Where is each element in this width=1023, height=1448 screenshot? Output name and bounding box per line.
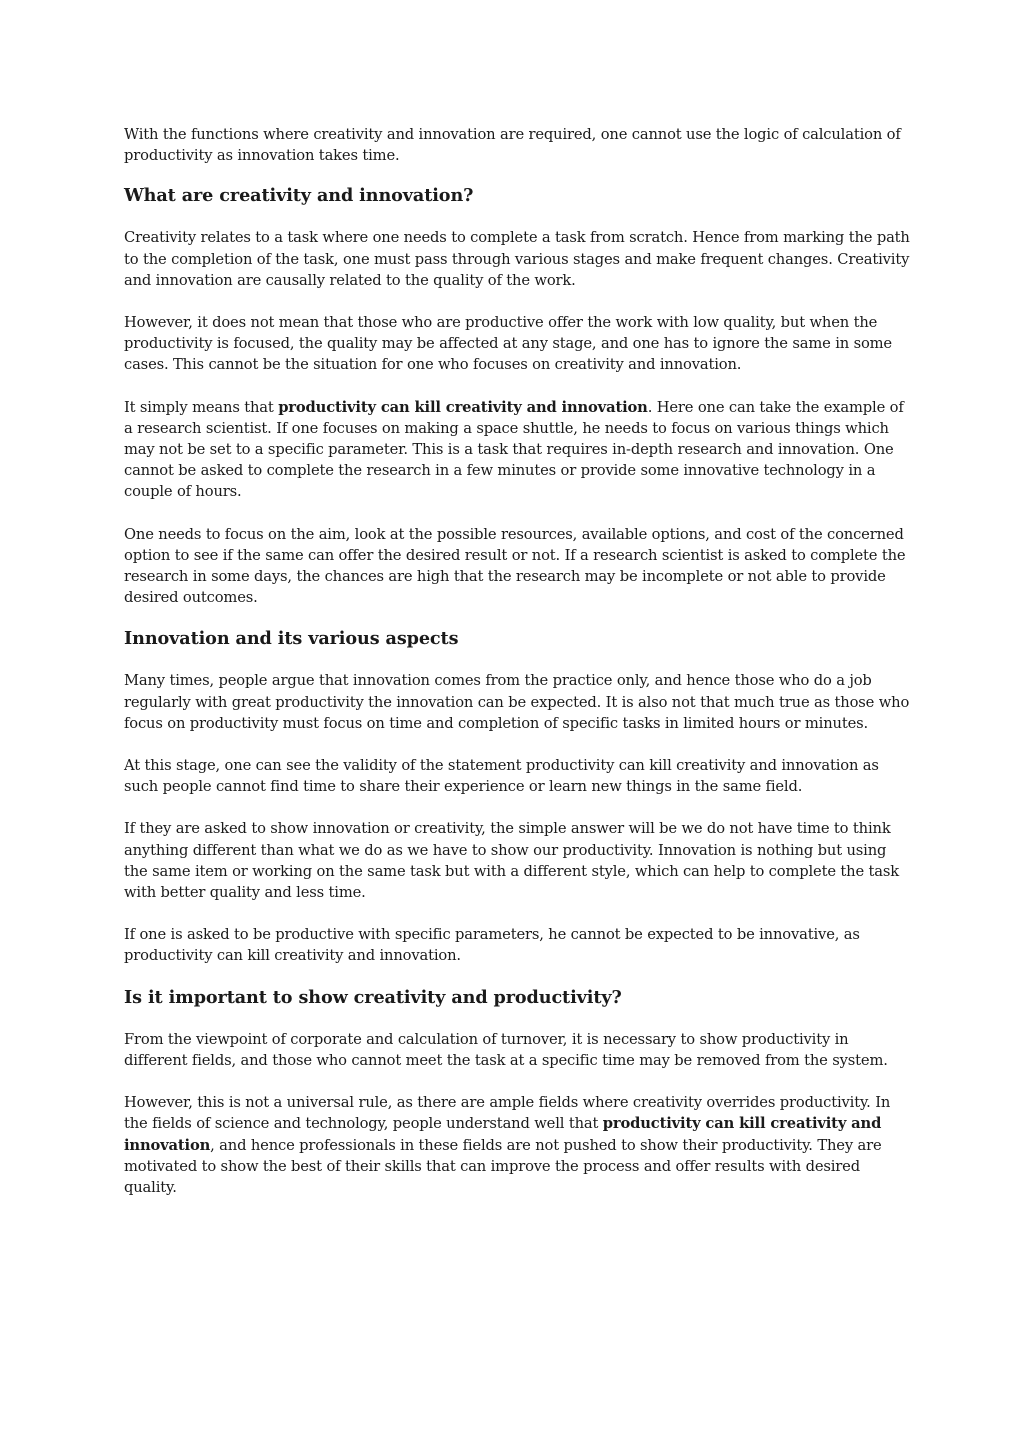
paragraph-focus-aim: One needs to focus on the aim, look at the possible resources, available options, and cost of the concerned option to see if the same can offer the desired result or not. If a research scientist is asked to complete the research in some days, the chances are high that the research may be incomplete or not able to provide desired outcomes.: [124, 525, 906, 607]
paragraph-intro: With the functions where creativity and innovation are required, one cannot use the logic of calculation of productivity as innovation takes time.: [124, 126, 901, 165]
paragraph-corporate: From the viewpoint of corporate and calculation of turnover, it is necessary to show productivity in different fields, and those who cannot meet the task at a specific time may be removed from the system.: [124, 1030, 888, 1069]
bold-phrase: productivity can kill creativity and innovation: [124, 1115, 882, 1154]
heading-is-it-important: Is it important to show creativity and productivity?: [124, 986, 622, 1008]
paragraph-research-scientist: It simply means that productivity can kill creativity and innovation. Here one can take the example of a research scientist. If one focuses on making a space shuttle, he needs to focus on various things which may not be set to a specific parameter. This is a task that requires in-depth research and innovation. One cannot be asked to complete the research in a few minutes or provide some innovative technology in a couple of hours.: [124, 398, 904, 501]
paragraph-practice: Many times, people argue that innovation comes from the practice only, and hence those who do a job regularly with great productivity the innovation can be expected. It is also not that much true as those who focus on productivity must focus on time and completion of specific tasks in limited hours or minutes.: [124, 672, 910, 732]
paragraph-validity: At this stage, one can see the validity of the statement productivity can kill creativity and innovation as such people cannot find time to share their experience or learn new things in the same field.: [124, 757, 879, 796]
document-page: [124, 124, 914, 1198]
heading-innovation-aspects: Innovation and its various aspects: [124, 628, 459, 650]
paragraph-productive-parameters: If one is asked to be productive with specific parameters, he cannot be expected to be innovative, as productivity can kill creativity and innovation.: [124, 926, 860, 965]
paragraph-universal-rule: However, this is not a universal rule, as there are ample fields where creativity overrides productivity. In the fields of science and technology, people understand well that productivity can kill creativity and innovation, and hence professionals in these fields are not pushed to show their productivity. They are motivated to show the best of their skills that can improve the process and offer results with desired quality.: [124, 1094, 891, 1196]
heading-what-are-creativity: What are creativity and innovation?: [124, 185, 474, 207]
paragraph-asked-innovation: If they are asked to show innovation or creativity, the simple answer will be we do not have time to think anything different than what we do as we have to show our productivity. Innovation is nothing but using the same item or working on the same task but with a different style, which can help to complete the task with better quality and less time.: [124, 820, 900, 902]
paragraph-quality: However, it does not mean that those who are productive offer the work with low quality, but when the productivity is focused, the quality may be affected at any stage, and one has to ignore the same in some cases. This cannot be the situation for one who focuses on creativity and innovation.: [124, 314, 892, 374]
paragraph-creativity-definition: Creativity relates to a task where one needs to complete a task from scratch. Hence from marking the path to the completion of the task, one must pass through various stages and make frequent changes. Creativity and innovation are causally related to the quality of the work.: [124, 229, 910, 289]
bold-phrase: productivity can kill creativity and innovation: [278, 398, 648, 416]
